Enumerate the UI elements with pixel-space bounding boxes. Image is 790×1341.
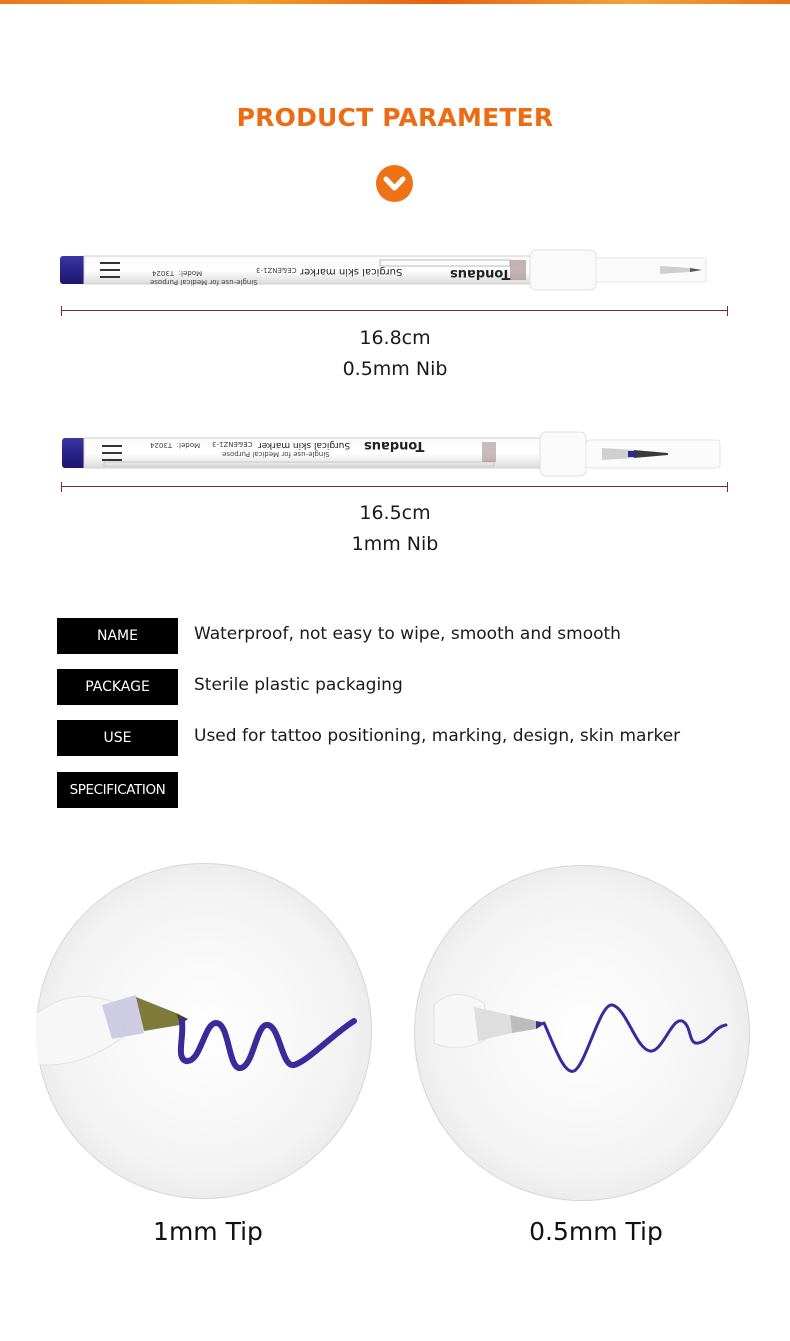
spec-key: SPECIFICATION bbox=[57, 772, 178, 808]
pen-product: Surgical skin marker bbox=[300, 266, 403, 277]
chevron-down-icon bbox=[376, 165, 413, 202]
spec-value: Waterproof, not easy to wipe, smooth and smooth bbox=[194, 624, 621, 644]
pen-length-2: 16.5cm bbox=[359, 502, 431, 524]
pen-brand: Tondaus bbox=[450, 266, 511, 281]
pen-use-note: Single-use for Medical Purpose bbox=[150, 278, 258, 286]
spec-value: Used for tattoo positioning, marking, design, skin marker bbox=[194, 726, 681, 746]
pen-image-05mm bbox=[60, 246, 732, 294]
spec-key: USE bbox=[57, 720, 178, 756]
pen-use-note: Single-use for Medical Purpose bbox=[222, 450, 330, 458]
section-title: PRODUCT PARAMETER bbox=[236, 103, 554, 132]
pen-nib-1: 0.5mm Nib bbox=[342, 358, 448, 380]
spec-key: NAME bbox=[57, 618, 178, 654]
tip-photo-1mm bbox=[36, 863, 372, 1199]
pen-length-1: 16.8cm bbox=[359, 327, 431, 349]
dimension-line-2 bbox=[61, 482, 728, 492]
pen-brand: Tondaus bbox=[364, 438, 425, 453]
tip-photo-05mm bbox=[414, 865, 750, 1201]
pen-model: Model：T3024 bbox=[152, 269, 203, 277]
tip-caption-1mm: 1mm Tip bbox=[153, 1217, 263, 1246]
pen-model: Model：T3024 bbox=[150, 441, 201, 449]
pen-image-1mm bbox=[62, 430, 730, 480]
tip-caption-05mm: 0.5mm Tip bbox=[529, 1217, 663, 1246]
pen-nib-2: 1mm Nib bbox=[351, 533, 439, 555]
spec-key: PACKAGE bbox=[57, 669, 178, 705]
pen-product: Surgical skin marker bbox=[258, 440, 351, 450]
top-decorative-strip bbox=[0, 0, 790, 4]
pen-cert: CE&ENZ1-3 bbox=[212, 440, 253, 448]
pen-cert: CE&ENZ1-3 bbox=[256, 266, 297, 274]
spec-value: Sterile plastic packaging bbox=[194, 675, 403, 695]
dimension-line-1 bbox=[61, 306, 728, 316]
